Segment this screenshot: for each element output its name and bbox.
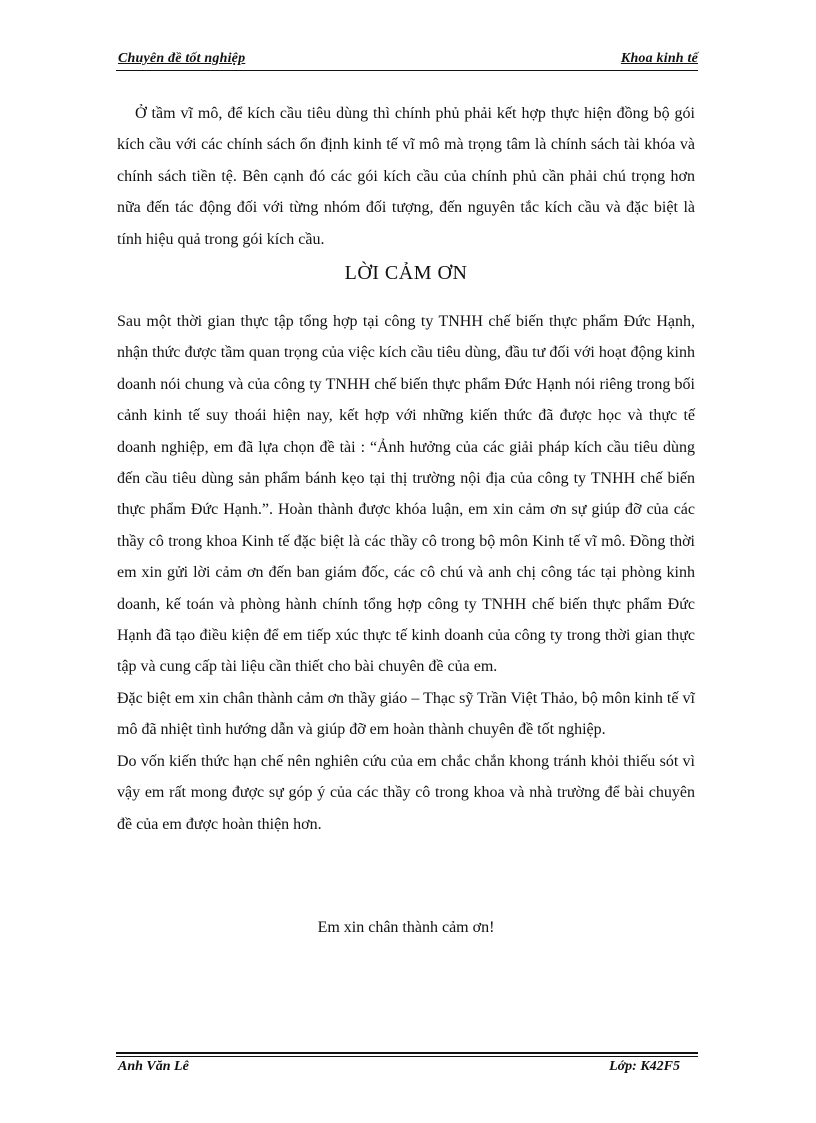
footer-author: Anh Văn Lê	[118, 1059, 189, 1074]
section-heading: LỜI CẢM ƠN	[344, 262, 468, 284]
ack-paragraph-2: Đặc biệt em xin chân thành cảm ơn thầy giáo – Thạc sỹ Trần Việt Thảo, bộ môn kinh tế vĩ mô đã nhiệt tình hướng dẫn và giúp đỡ em hoàn thành chuyên đề tốt nghiệp.	[117, 689, 695, 739]
intro-block	[117, 98, 695, 255]
header-right-text: Khoa kinh tế	[620, 51, 698, 66]
closing-line: Em xin chân thành cảm ơn!	[317, 919, 495, 936]
ack-paragraph-1: Sau một thời gian thực tập tổng hợp tại công ty TNHH chế biến thực phẩm Đức Hạnh, nhận thức được tầm quan trọng của việc kích cầu tiêu dùng, đầu tư đối với hoạt động kinh doanh nói chung và của công ty TNHH chế biến thực phẩm Đức Hạnh nói riêng trong bối cảnh kinh tế suy thoái hiện nay, kết hợp với những kiến thức đã được học và thực tế doanh nghiệp, em đã lựa chọn đề tài : “Ảnh hưởng của các giải pháp kích cầu tiêu dùng đến cầu tiêu dùng sản phẩm bánh kẹo tại thị trường nội địa của công ty TNHH chế biến thực phẩm Đức Hạnh.”. Hoàn thành được khóa luận, em xin cảm ơn sự giúp đỡ của các thầy cô trong khoa Kinh tế đặc biệt là các thầy cô trong bộ môn Kinh tế vĩ mô. Đồng thời em xin gửi lời cảm ơn đến ban giám đốc, các cô chú và anh chị công tác tại phòng kinh doanh, kế toán và phòng hành chính tổng hợp công ty TNHH chế biến thực phẩm Đức Hạnh đã tạo điều kiện để em tiếp xúc thực tế kinh doanh của công ty trong thời gian thực tập và cung cấp tài liệu cần thiết cho bài chuyên đề của em.	[117, 313, 695, 676]
header-left-text: Chuyên đề tốt nghiệp	[118, 51, 246, 66]
running-footer	[116, 1052, 698, 1080]
acknowledgement-body	[117, 306, 695, 840]
footer-rule-thin	[116, 1056, 698, 1057]
running-header	[116, 50, 698, 72]
header-rule-thin	[116, 70, 698, 71]
footer-rule-thick	[116, 1052, 698, 1054]
ack-paragraph-3: Do vốn kiến thức hạn chế nên nghiên cứu của em chắc chắn khong tránh khỏi thiếu sót vì vậy em rất mong được sự góp ý của các thầy cô trong khoa và nhà trường để bài chuyên đề của em được hoàn thiện hơn.	[117, 752, 695, 833]
intro-paragraph: Ở tầm vĩ mô, để kích cầu tiêu dùng thì chính phủ phải kết hợp thực hiện đồng bộ gói kích cầu với các chính sách ổn định kinh tế vĩ mô mà trọng tâm là chính sách tài khóa và chính sách tiền tệ. Bên cạnh đó các gói kích cầu của chính phủ cần phải chú trọng hơn nữa đến tác động đối với từng nhóm đối tượng, đến nguyên tắc kích cầu và đặc biệt là tính hiệu quả trong gói kích cầu.	[117, 105, 695, 248]
footer-class: Lớp: K42F5	[609, 1059, 680, 1074]
